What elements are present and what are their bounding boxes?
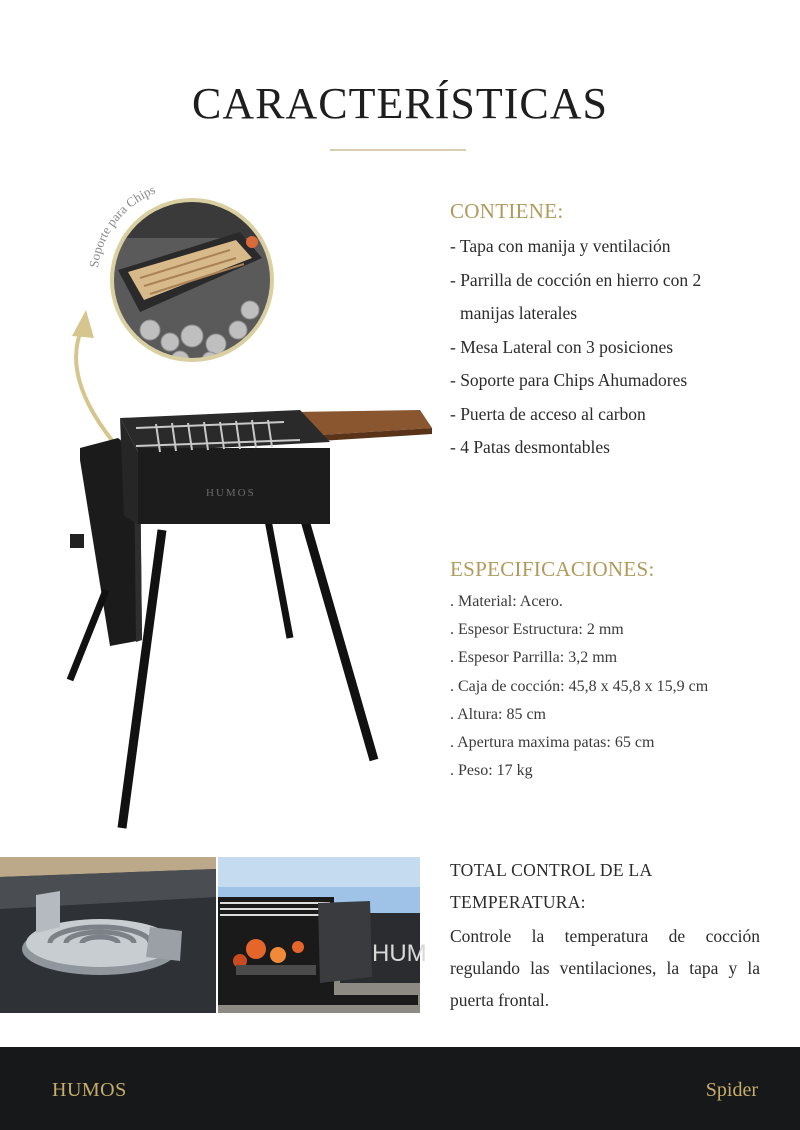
spec-item: . Caja de cocción: 45,8 x 45,8 x 15,9 cm bbox=[450, 677, 709, 695]
list-item: - Mesa Lateral con 3 posiciones bbox=[450, 336, 674, 357]
title-divider bbox=[330, 149, 466, 151]
list-item: - Soporte para Chips Ahumadores bbox=[450, 370, 688, 390]
list-item: - 4 Patas desmontables bbox=[450, 437, 610, 457]
spec-item: . Apertura maxima patas: 65 cm bbox=[450, 734, 655, 752]
grill-illustration bbox=[40, 160, 440, 850]
list-item: - Puerta de acceso al carbon bbox=[450, 403, 646, 424]
grill-logo: HUMOS bbox=[206, 487, 256, 499]
list-item: - Tapa con manija y ventilación bbox=[450, 236, 671, 256]
control-title-line2: TEMPERATURA: bbox=[450, 892, 586, 912]
especificaciones-heading: ESPECIFICACIONES: bbox=[450, 557, 655, 581]
footer-brand: HUMOS bbox=[52, 1079, 127, 1101]
spec-item: . Espesor Parrilla: 3,2 mm bbox=[450, 649, 618, 667]
list-item: manijas laterales bbox=[460, 303, 578, 323]
list-item: - Parrilla de cocción en hierro con 2 bbox=[450, 269, 702, 290]
sign-text: HUM bbox=[372, 940, 427, 967]
spec-item: . Peso: 17 kg bbox=[450, 762, 533, 780]
contiene-list bbox=[450, 230, 770, 465]
control-title-line1: TOTAL CONTROL DE LA bbox=[450, 860, 653, 880]
footer-model: Spider bbox=[705, 1079, 758, 1101]
control-title bbox=[450, 854, 770, 918]
especificaciones-list bbox=[450, 588, 780, 785]
spec-item: . Altura: 85 cm bbox=[450, 705, 546, 723]
contiene-heading: CONTIENE: bbox=[450, 199, 564, 223]
footer-bar bbox=[0, 1047, 800, 1130]
spec-item: . Espesor Estructura: 2 mm bbox=[450, 621, 624, 639]
spec-item: . Material: Acero. bbox=[450, 593, 563, 610]
control-description: Controle la temperatura de cocción regulando las ventilaciones, la tapa y la puerta frontal. bbox=[450, 926, 760, 1010]
chips-support-label: Soporte para Chips bbox=[86, 181, 158, 269]
page-title: CARACTERÍSTICAS bbox=[192, 79, 608, 128]
temperature-control-photos bbox=[0, 857, 427, 1013]
